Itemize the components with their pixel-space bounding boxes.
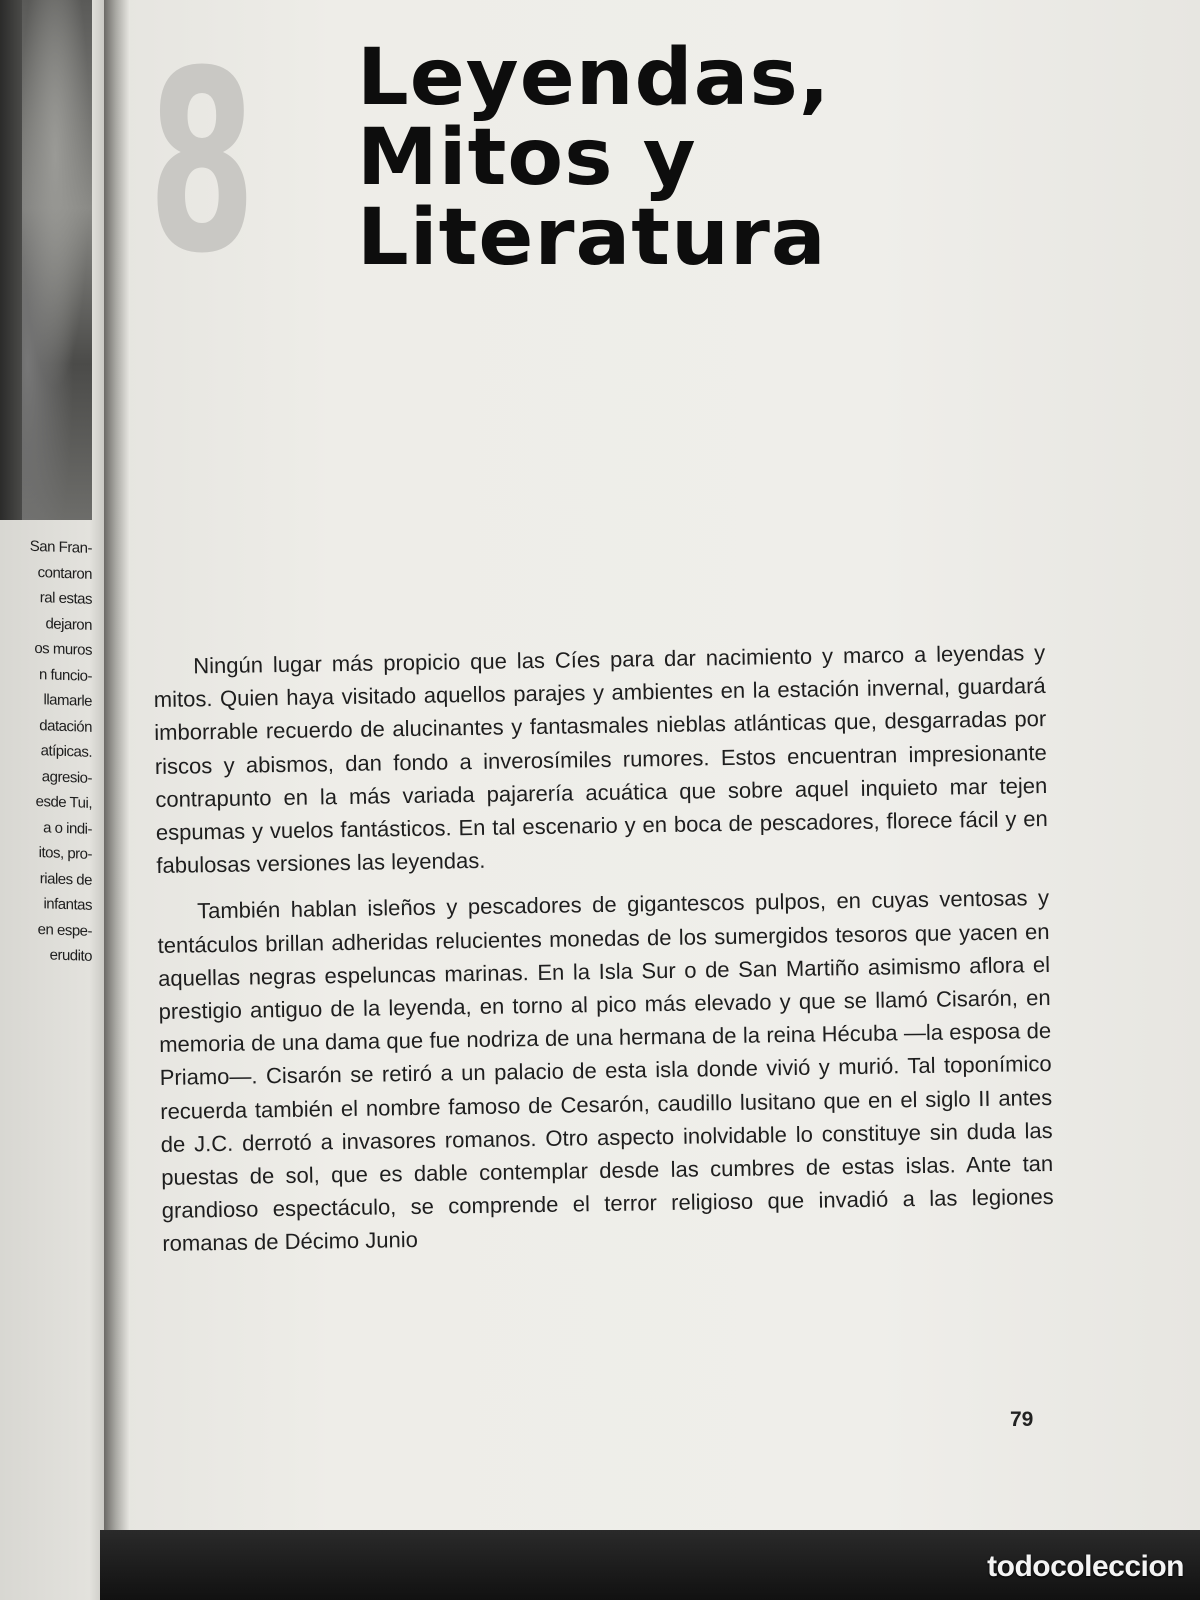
photo-stone-column <box>0 0 22 520</box>
page-number: 79 <box>1010 1408 1034 1431</box>
left-fragment: os muros <box>34 639 92 659</box>
body-paragraph: Ningún lugar más propicio que las Cíes para dar nacimiento y marco a leyendas y mitos. Quien haya visitado aquellos parajes y ambientes en la estación invernal, guardará imborrable recuerdo de alucinantes y fantasmales nieblas atlánticas que, desgarradas por riscos y abismos, dan fondo a inverosímiles rumores. Estos encuentran impresionante contrapunto en la más variada pajarería acuática que sobre aquel inquieto mar tejen espumas y vuelos fantásticos. En tal escenario y en boca de pescadores, florece fácil y en fabulosas versiones las leyendas. <box>153 639 1048 879</box>
left-page-photo <box>0 0 92 520</box>
body-paragraph: También hablan isleños y pescadores de gigantescos pulpos, en cuyas ventosas y tentáculos brillan adheridas relucientes monedas de los sumergidos tesoros que yacen en aquellas negras espeluncas marinas. En la Isla Sur o de San Martiño asimismo aflora el prestigio antiguo de la leyenda, en torno al pico más elevado y que se llamó Cisarón, en memoria de una dama que fue nodriza de una hermana de la reina Hécuba —la esposa de Priamo—. Cisarón se retiró a un palacio de esta isla donde vivió y murió. Tal toponímico recuerda también el nombre famoso de Cesarón, caudillo lusitano que en el siglo II antes de J.C. derrotó a invasores romanos. Otro aspecto inolvidable lo constituye sin duda las puestas de sol, que es dable contemplar desde las cumbres de estas islas. Ante tan grandioso espectáculo, se comprende el terror religioso que invadió a las legiones romanas de Décimo Junio <box>157 885 1054 1257</box>
chapter-title-line: Leyendas, <box>357 33 831 123</box>
left-fragment: riales de <box>39 869 92 889</box>
left-fragment: en espe- <box>37 920 92 940</box>
left-fragment: n funcio- <box>38 665 92 685</box>
left-fragment: contaron <box>37 563 92 583</box>
chapter-title-line: Literatura <box>357 193 827 283</box>
left-fragment: erudito <box>49 946 92 965</box>
left-fragment: a o indi- <box>43 818 92 838</box>
body-text <box>153 636 1054 1261</box>
left-facing-page <box>0 0 112 1600</box>
chapter-title-line: Mitos y <box>357 113 697 203</box>
left-page-text-fragments <box>0 532 92 969</box>
left-fragment: ral estas <box>39 589 92 608</box>
watermark-logo: todocoleccion <box>987 1550 1184 1583</box>
book-gutter <box>104 0 130 1600</box>
left-fragment: datación <box>39 716 92 736</box>
left-fragment: dejaron <box>45 614 92 634</box>
left-fragment: San Fran- <box>29 537 92 557</box>
left-fragment: llamarle <box>43 691 92 710</box>
left-fragment: infantas <box>43 895 92 914</box>
chapter-title <box>357 33 831 283</box>
left-fragment: atípicas. <box>40 742 92 761</box>
chapter-number: 8 <box>148 17 253 308</box>
left-fragment: itos, pro- <box>38 844 92 863</box>
left-fragment: agresio- <box>41 767 92 787</box>
left-fragment: esde Tui, <box>35 792 92 812</box>
